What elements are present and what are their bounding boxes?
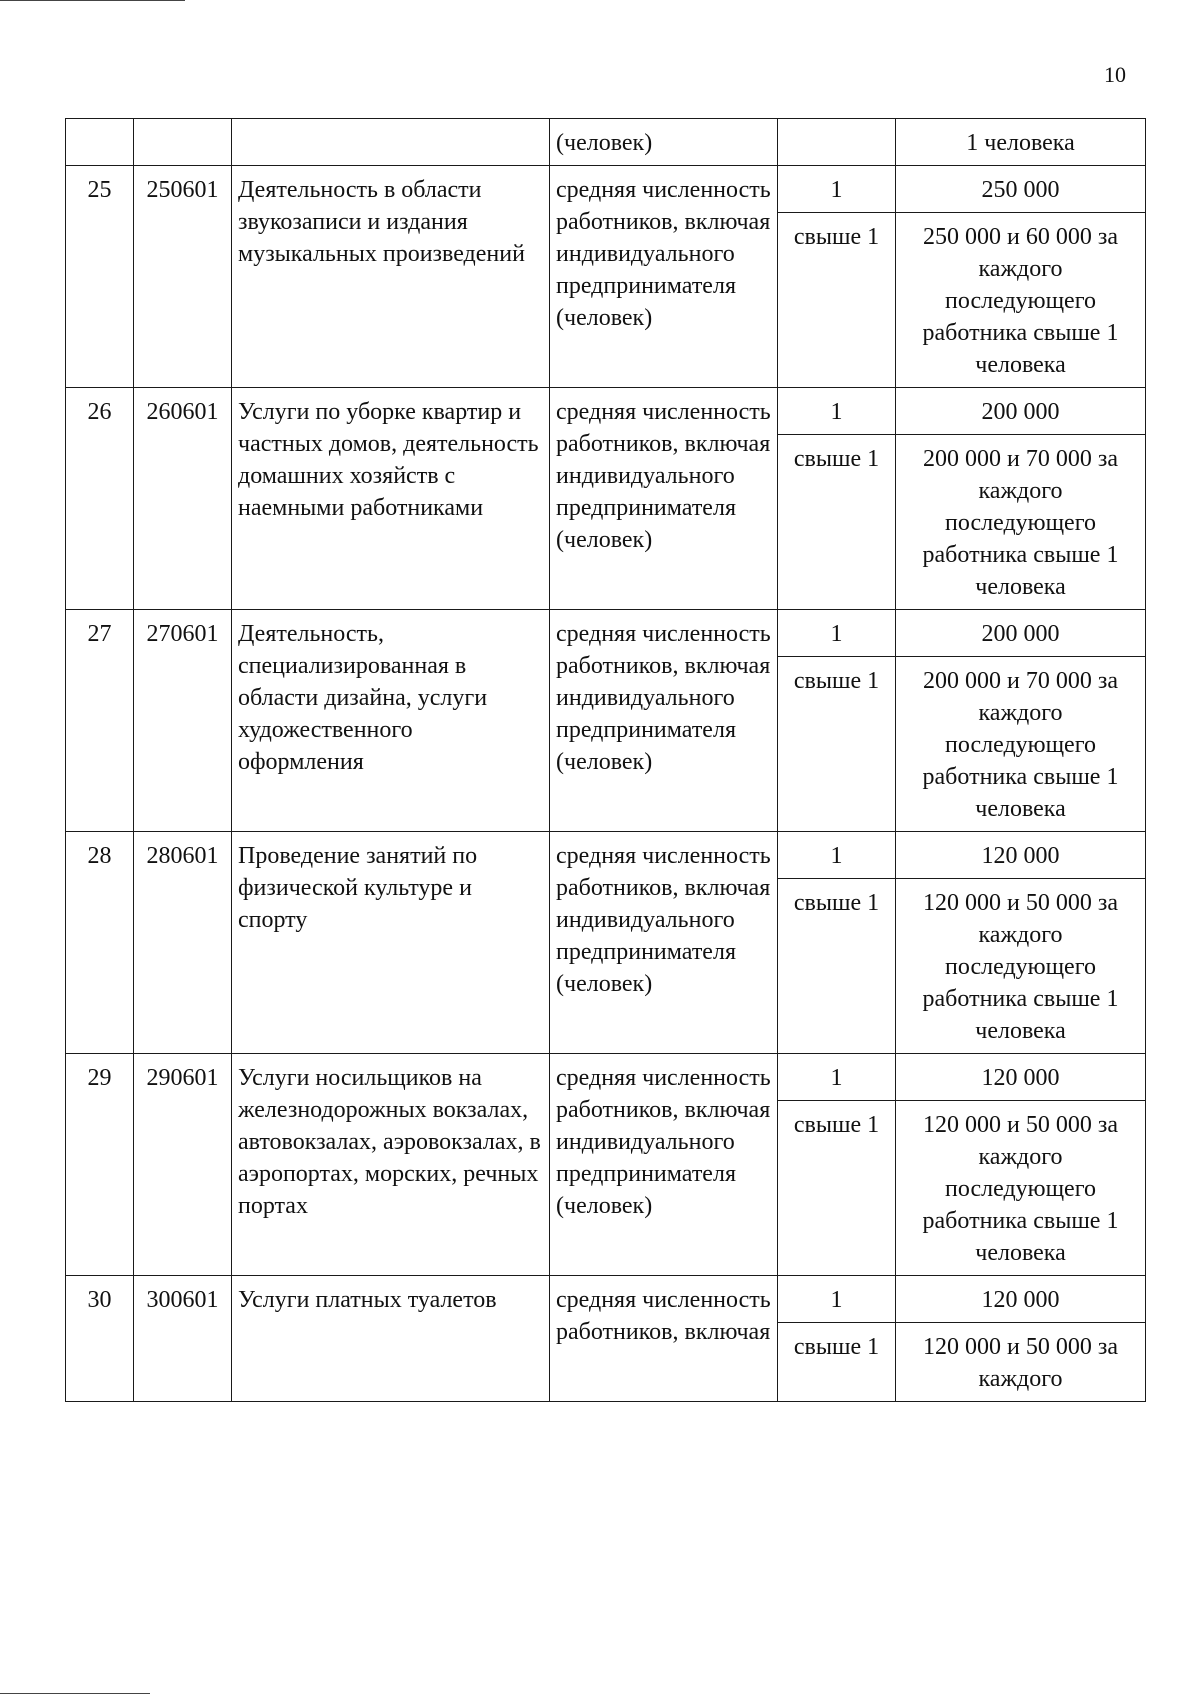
cell-qty-first: 1 bbox=[778, 388, 896, 435]
table-row bbox=[66, 388, 1146, 435]
cell-amount-first: 120 000 bbox=[896, 1276, 1146, 1323]
cell-amount-additional: 200 000 и 70 000 за каждого последующего работника свыше 1 человека bbox=[896, 657, 1146, 832]
cell-code: 270601 bbox=[134, 610, 232, 832]
cell-activity-name: Деятельность в области звукозаписи и издания музыкальных произведений bbox=[232, 166, 550, 388]
cell-amount-first: 120 000 bbox=[896, 832, 1146, 879]
cell-amount-first: 200 000 bbox=[896, 388, 1146, 435]
table-row bbox=[66, 166, 1146, 213]
activity-rates-table bbox=[65, 118, 1146, 1402]
cell-qty-first: 1 bbox=[778, 1054, 896, 1101]
cell-indicator: средняя численность работников, включая bbox=[550, 1276, 778, 1402]
cell-qty-additional: свыше 1 bbox=[778, 1101, 896, 1276]
cell-qty-additional: свыше 1 bbox=[778, 657, 896, 832]
table-body bbox=[66, 166, 1146, 1402]
cell-qty-additional: свыше 1 bbox=[778, 213, 896, 388]
scan-edge-line-top bbox=[0, 0, 185, 1]
cell-qty bbox=[778, 119, 896, 166]
cell-indicator: средняя численность работников, включая индивидуального предпринимателя (человек) bbox=[550, 832, 778, 1054]
cell-amount-first: 250 000 bbox=[896, 166, 1146, 213]
table-row bbox=[66, 1054, 1146, 1101]
scan-edge-line-bottom bbox=[0, 1693, 150, 1694]
cell-indicator: (человек) bbox=[550, 119, 778, 166]
cell-qty-first: 1 bbox=[778, 1276, 896, 1323]
table-row bbox=[66, 1276, 1146, 1323]
cell-num: 26 bbox=[66, 388, 134, 610]
cell-amount: 1 человека bbox=[896, 119, 1146, 166]
table-row-continuation bbox=[66, 119, 1146, 166]
cell-qty-first: 1 bbox=[778, 166, 896, 213]
cell-name bbox=[232, 119, 550, 166]
cell-activity-name: Услуги носильщиков на железнодорожных вокзалах, автовокзалах, аэровокзалах, в аэропортах, морских, речных портах bbox=[232, 1054, 550, 1276]
cell-qty-additional: свыше 1 bbox=[778, 1323, 896, 1402]
cell-activity-name: Услуги по уборке квартир и частных домов, деятельность домашних хозяйств с наемными работниками bbox=[232, 388, 550, 610]
cell-qty-additional: свыше 1 bbox=[778, 435, 896, 610]
cell-num: 28 bbox=[66, 832, 134, 1054]
cell-code bbox=[134, 119, 232, 166]
cell-num: 27 bbox=[66, 610, 134, 832]
cell-activity-name: Деятельность, специализированная в области дизайна, услуги художественного оформления bbox=[232, 610, 550, 832]
cell-activity-name: Услуги платных туалетов bbox=[232, 1276, 550, 1402]
cell-num: 29 bbox=[66, 1054, 134, 1276]
cell-amount-additional: 120 000 и 50 000 за каждого bbox=[896, 1323, 1146, 1402]
cell-num: 25 bbox=[66, 166, 134, 388]
cell-qty-first: 1 bbox=[778, 610, 896, 657]
cell-num bbox=[66, 119, 134, 166]
cell-code: 250601 bbox=[134, 166, 232, 388]
cell-indicator: средняя численность работников, включая индивидуального предпринимателя (человек) bbox=[550, 388, 778, 610]
cell-indicator: средняя численность работников, включая индивидуального предпринимателя (человек) bbox=[550, 1054, 778, 1276]
table-row bbox=[66, 610, 1146, 657]
cell-qty-first: 1 bbox=[778, 832, 896, 879]
cell-code: 260601 bbox=[134, 388, 232, 610]
cell-code: 290601 bbox=[134, 1054, 232, 1276]
cell-amount-additional: 250 000 и 60 000 за каждого последующего работника свыше 1 человека bbox=[896, 213, 1146, 388]
cell-num: 30 bbox=[66, 1276, 134, 1402]
cell-indicator: средняя численность работников, включая индивидуального предпринимателя (человек) bbox=[550, 610, 778, 832]
cell-amount-additional: 200 000 и 70 000 за каждого последующего работника свыше 1 человека bbox=[896, 435, 1146, 610]
cell-amount-additional: 120 000 и 50 000 за каждого последующего работника свыше 1 человека bbox=[896, 879, 1146, 1054]
cell-code: 280601 bbox=[134, 832, 232, 1054]
cell-activity-name: Проведение занятий по физической культуре и спорту bbox=[232, 832, 550, 1054]
cell-amount-first: 200 000 bbox=[896, 610, 1146, 657]
cell-indicator: средняя численность работников, включая индивидуального предпринимателя (человек) bbox=[550, 166, 778, 388]
cell-code: 300601 bbox=[134, 1276, 232, 1402]
cell-amount-first: 120 000 bbox=[896, 1054, 1146, 1101]
cell-amount-additional: 120 000 и 50 000 за каждого последующего работника свыше 1 человека bbox=[896, 1101, 1146, 1276]
cell-qty-additional: свыше 1 bbox=[778, 879, 896, 1054]
table-row bbox=[66, 832, 1146, 879]
page-number: 10 bbox=[1104, 62, 1126, 87]
